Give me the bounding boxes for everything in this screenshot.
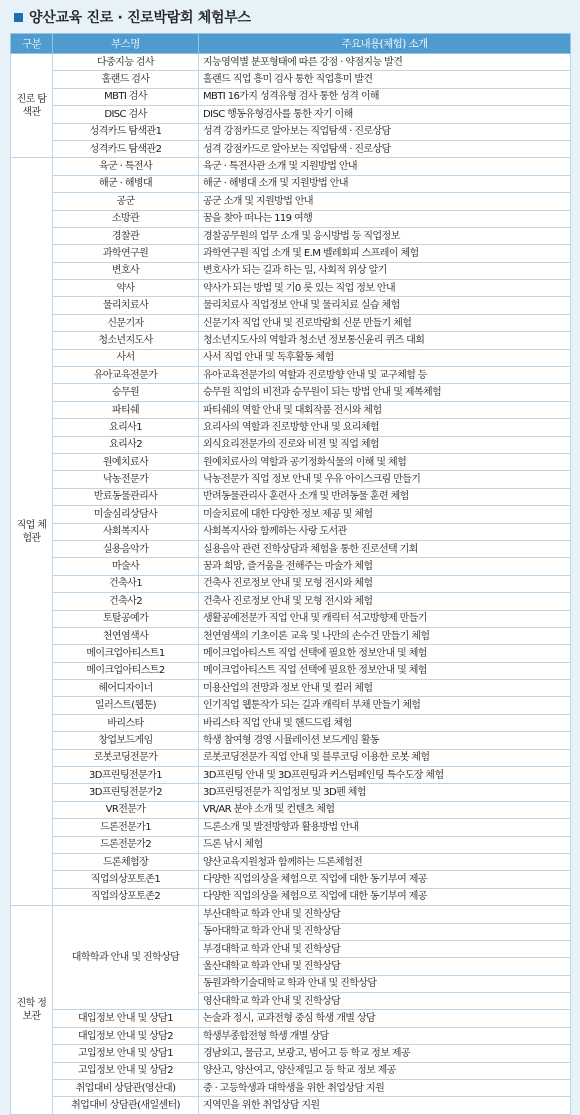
content-cell: 영산대학교 학과 안내 및 진학상담 — [199, 993, 571, 1010]
table-row — [11, 784, 571, 801]
booth-name-cell: 직업의상포토존2 — [53, 888, 199, 905]
booth-name-cell: 일러스트(웹툰) — [53, 697, 199, 714]
booth-name-cell: 유아교육전문가 — [53, 367, 199, 384]
content-cell: 꿈을 찾아 떠나는 119 여행 — [199, 210, 571, 227]
table-row — [11, 853, 571, 870]
content-cell: 양산고, 양산여고, 양산제일고 등 학교 정보 제공 — [199, 1062, 571, 1079]
table-row — [11, 453, 571, 470]
booth-name-cell: 실용음악가 — [53, 540, 199, 557]
table-row — [11, 610, 571, 627]
table-row — [11, 819, 571, 836]
content-cell: 성격 강점카드로 알아보는 직업탐색 · 진로상담 — [199, 140, 571, 157]
table-row — [11, 680, 571, 697]
table-body — [11, 54, 571, 1115]
content-cell: 메이크업아티스트 직업 선택에 필요한 정보안내 및 체험 — [199, 645, 571, 662]
table-row — [11, 54, 571, 71]
content-cell: 약사가 되는 방법 및 기0 롯 있는 직업 정보 안내 — [199, 280, 571, 297]
booth-name-cell: 성격카드 탐색관2 — [53, 140, 199, 157]
category-cell: 직업 체험관 — [11, 158, 53, 906]
content-cell: 원예치료사의 역할과 공기정화식물의 이해 및 체험 — [199, 453, 571, 470]
content-cell: 사회복지사와 함께하는 사랑 도서관 — [199, 523, 571, 540]
table-row — [11, 419, 571, 436]
booth-name-cell: 대입정보 안내 및 상담2 — [53, 1027, 199, 1044]
content-cell: 천연염색의 기초이론 교육 및 나만의 손수건 만들기 체험 — [199, 627, 571, 644]
content-cell: 성격 강점카드로 알아보는 직업탐색 · 진로상담 — [199, 123, 571, 140]
booth-name-cell: 청소년지도사 — [53, 332, 199, 349]
table-row — [11, 540, 571, 557]
booth-name-cell: 고입정보 안내 및 상담2 — [53, 1062, 199, 1079]
content-cell: 부산대학교 학과 안내 및 진학상담 — [199, 906, 571, 923]
booth-name-cell: 경찰관 — [53, 227, 199, 244]
table-row — [11, 801, 571, 818]
booth-name-cell: 취업대비 상담관(새일센터) — [53, 1097, 199, 1114]
content-cell: 메이크업아티스트 직업 선택에 필요한 정보안내 및 체험 — [199, 662, 571, 679]
content-cell: 바리스타 직업 안내 및 핸드드립 체험 — [199, 714, 571, 731]
content-cell: 동아대학교 학과 안내 및 진학상담 — [199, 923, 571, 940]
table-row — [11, 593, 571, 610]
content-cell: 반려동물관리사 훈련사 소개 및 반려동물 훈련 체험 — [199, 488, 571, 505]
content-cell: 3D프린팅전문가 직업정보 및 3D펜 체험 — [199, 784, 571, 801]
content-cell: 미용산업의 전망과 정보 안내 및 컬러 체험 — [199, 680, 571, 697]
table-row — [11, 384, 571, 401]
content-cell: 공군 소개 및 지원방법 안내 — [199, 193, 571, 210]
table-row — [11, 506, 571, 523]
table-row — [11, 888, 571, 905]
content-cell: 변호사가 되는 길과 하는 일, 사회적 위상 알기 — [199, 262, 571, 279]
booth-name-cell: 소방관 — [53, 210, 199, 227]
content-cell: 해군 · 해병대 소개 및 지원방법 안내 — [199, 175, 571, 192]
content-cell: 유아교육전문가의 역할과 진로방향 안내 및 교구체험 등 — [199, 367, 571, 384]
table-row — [11, 871, 571, 888]
booth-name-cell: 신문기자 — [53, 314, 199, 331]
booth-name-cell: 고입정보 안내 및 상담1 — [53, 1045, 199, 1062]
page-title-row — [14, 6, 251, 28]
content-cell: 학생 참여형 경영 시뮬레이션 보드게임 활동 — [199, 732, 571, 749]
table-row — [11, 767, 571, 784]
booth-name-cell: 대학학과 안내 및 진학상담 — [53, 906, 199, 1010]
booth-name-cell: VR전문가 — [53, 801, 199, 818]
table-row — [11, 558, 571, 575]
content-cell: MBTI 16가지 성격유형 검사 통한 성격 이해 — [199, 88, 571, 105]
content-cell: 드론소개 및 발전방향과 활용방법 안내 — [199, 819, 571, 836]
booth-name-cell: 원예치료사 — [53, 453, 199, 470]
booth-name-cell: 사회복지사 — [53, 523, 199, 540]
table-row — [11, 1097, 571, 1114]
booth-name-cell: 드론체험장 — [53, 853, 199, 870]
booth-name-cell: 반료동물관리사 — [53, 488, 199, 505]
content-cell: 낙농전문가 직업 정보 안내 및 우유 아이스크림 만들기 — [199, 471, 571, 488]
content-cell: 과학연구원 직업 소개 및 E.M 벨레회피 스프레이 체험 — [199, 245, 571, 262]
content-cell: 외식요리전문가의 진로와 비젼 및 직업 체험 — [199, 436, 571, 453]
table-row — [11, 714, 571, 731]
content-cell: 신문기자 직업 안내 및 진로박람회 신문 만들기 체험 — [199, 314, 571, 331]
page-title: 양산교육 진로 · 진로박람회 체험부스 — [29, 10, 251, 26]
content-cell: 육군 · 특전사관 소개 및 지원방법 안내 — [199, 158, 571, 175]
booth-name-cell: 메이크업아티스트1 — [53, 645, 199, 662]
content-cell: 사서 직업 안내 및 독후활동 체험 — [199, 349, 571, 366]
table-row — [11, 1045, 571, 1062]
content-cell: 요리사의 역할과 진로방향 안내 및 요리체험 — [199, 419, 571, 436]
table-row — [11, 262, 571, 279]
table-row — [11, 210, 571, 227]
booth-name-cell: 요리사2 — [53, 436, 199, 453]
booth-name-cell: DISC 검사 — [53, 106, 199, 123]
content-cell: 파티쉐의 역할 안내 및 대회작품 전시와 체험 — [199, 401, 571, 418]
table-row — [11, 367, 571, 384]
booth-name-cell: 메이크업아티스트2 — [53, 662, 199, 679]
booth-name-cell: 다중지능 검사 — [53, 54, 199, 71]
booth-name-cell: 로봇코딩전문가 — [53, 749, 199, 766]
content-cell: 다양한 직업의상을 체험으로 직업에 대한 동기부여 제공 — [199, 888, 571, 905]
booth-name-cell: 공군 — [53, 193, 199, 210]
square-bullet-icon — [14, 13, 23, 22]
content-cell: 부경대학교 학과 안내 및 진학상담 — [199, 940, 571, 957]
booth-name-cell: 약사 — [53, 280, 199, 297]
content-cell: 생활공예전문가 직업 안내 및 캐릭터 석고방향제 만들기 — [199, 610, 571, 627]
table-row — [11, 297, 571, 314]
table-row — [11, 488, 571, 505]
booth-name-cell: 취업대비 상담관(영산대) — [53, 1080, 199, 1097]
content-cell: 양산교육지원청과 함께하는 드론체험전 — [199, 853, 571, 870]
header-category: 구분 — [11, 34, 53, 54]
content-cell: 지역민을 위한 취업상담 지원 — [199, 1097, 571, 1114]
table-row — [11, 627, 571, 644]
content-cell: 드론 낚시 체험 — [199, 836, 571, 853]
table-row — [11, 71, 571, 88]
table-row — [11, 245, 571, 262]
content-cell: 다양한 직업의상을 체험으로 직업에 대한 동기부여 제공 — [199, 871, 571, 888]
content-cell: 로봇코딩전문가 직업 안내 및 블루코딩 이용한 로봇 체험 — [199, 749, 571, 766]
table-row — [11, 280, 571, 297]
booth-name-cell: 사서 — [53, 349, 199, 366]
category-cell: 진로 탐색관 — [11, 54, 53, 158]
booth-name-cell: 변호사 — [53, 262, 199, 279]
content-cell: 3D프린팅 안내 및 3D프린팅과 커스텀페인팅 특수도장 체험 — [199, 767, 571, 784]
booth-name-cell: 3D프린팅전문가1 — [53, 767, 199, 784]
table-row — [11, 175, 571, 192]
table-row — [11, 1080, 571, 1097]
booth-name-cell: 헤어디자이너 — [53, 680, 199, 697]
table-row — [11, 349, 571, 366]
content-cell: 실용음악 관련 진학상담과 체험을 통한 진로선택 기회 — [199, 540, 571, 557]
table-row — [11, 436, 571, 453]
booth-name-cell: 과학연구원 — [53, 245, 199, 262]
content-cell: 경찰공무원의 업무 소개 및 응시방법 등 직업정보 — [199, 227, 571, 244]
booth-name-cell: 승무원 — [53, 384, 199, 401]
table-row — [11, 106, 571, 123]
content-cell: DISC 행동유형검사를 통한 자기 이해 — [199, 106, 571, 123]
content-cell: 동원과학기술대학교 학과 안내 및 진학상담 — [199, 975, 571, 992]
table-row — [11, 1062, 571, 1079]
booth-name-cell: 파티쉐 — [53, 401, 199, 418]
content-cell: 미술치료에 대한 다양한 정보 제공 및 체험 — [199, 506, 571, 523]
content-cell: 청소년지도사의 역할과 청소년 정보통신윤리 퀴즈 대회 — [199, 332, 571, 349]
header-content: 주요내용(체험) 소개 — [199, 34, 571, 54]
booth-name-cell: 마술사 — [53, 558, 199, 575]
table-row — [11, 836, 571, 853]
booth-name-cell: MBTI 검사 — [53, 88, 199, 105]
content-cell: 지능영역별 분포형태에 따른 강점 · 약점지능 발견 — [199, 54, 571, 71]
booth-name-cell: 3D프린팅전문가2 — [53, 784, 199, 801]
booth-name-cell: 성격카드 탐색관1 — [53, 123, 199, 140]
table-row — [11, 158, 571, 175]
content-cell: 물리치료사 직업정보 안내 및 물리치료 실습 체험 — [199, 297, 571, 314]
booth-name-cell: 건축사1 — [53, 575, 199, 592]
category-cell: 진학 정보관 — [11, 906, 53, 1115]
booth-name-cell: 육군 · 특전사 — [53, 158, 199, 175]
table-row — [11, 401, 571, 418]
table-row — [11, 88, 571, 105]
table-row — [11, 332, 571, 349]
table-row — [11, 193, 571, 210]
table-row — [11, 732, 571, 749]
booth-name-cell: 건축사2 — [53, 593, 199, 610]
table-row — [11, 471, 571, 488]
booth-name-cell: 미술심리상담사 — [53, 506, 199, 523]
table-row — [11, 645, 571, 662]
table-row — [11, 1010, 571, 1027]
booth-name-cell: 바리스타 — [53, 714, 199, 731]
table-row — [11, 697, 571, 714]
header-booth: 부스명 — [53, 34, 199, 54]
booth-name-cell: 드론전문가2 — [53, 836, 199, 853]
content-cell: 논술과 정시, 교과전형 중심 학생 개별 상담 — [199, 1010, 571, 1027]
content-cell: 경남외고, 물금고, 보광고, 범어고 등 학교 정보 제공 — [199, 1045, 571, 1062]
booth-name-cell: 창업보드게임 — [53, 732, 199, 749]
content-cell: 홀랜드 직업 흥미 검사 통한 직업흥미 발견 — [199, 71, 571, 88]
table-row — [11, 906, 571, 923]
booth-name-cell: 토탈공예가 — [53, 610, 199, 627]
content-cell: 울산대학교 학과 안내 및 진학상담 — [199, 958, 571, 975]
table-row — [11, 749, 571, 766]
booth-name-cell: 물리치료사 — [53, 297, 199, 314]
content-cell: 건축사 진로정보 안내 및 모형 전시와 체험 — [199, 593, 571, 610]
booth-table — [10, 33, 571, 1115]
table-row — [11, 575, 571, 592]
content-cell: 꿈과 희망, 즐거움을 전해주는 마술가 체험 — [199, 558, 571, 575]
table-row — [11, 227, 571, 244]
booth-name-cell: 대입정보 안내 및 상담1 — [53, 1010, 199, 1027]
booth-name-cell: 낙농전문가 — [53, 471, 199, 488]
table-row — [11, 123, 571, 140]
booth-name-cell: 천연염색사 — [53, 627, 199, 644]
content-cell: 인기직업 웹툰작가 되는 길과 캐릭터 부채 만들기 체험 — [199, 697, 571, 714]
table-header-row — [11, 34, 571, 54]
table-row — [11, 523, 571, 540]
table-row — [11, 314, 571, 331]
table-row — [11, 1027, 571, 1044]
content-cell: 승무원 직업의 비전과 승무원이 되는 방법 안내 및 제복체험 — [199, 384, 571, 401]
table-row — [11, 140, 571, 157]
content-cell: 중 · 고등학생과 대학생을 위한 취업상담 지원 — [199, 1080, 571, 1097]
booth-name-cell: 요리사1 — [53, 419, 199, 436]
content-cell: VR/AR 분야 소개 및 컨텐츠 체험 — [199, 801, 571, 818]
booth-name-cell: 홀랜드 검사 — [53, 71, 199, 88]
content-cell: 학생부종합전형 학생 개별 상담 — [199, 1027, 571, 1044]
booth-name-cell: 드론전문가1 — [53, 819, 199, 836]
table-row — [11, 662, 571, 679]
content-cell: 건축사 진로정보 안내 및 모형 전시와 체험 — [199, 575, 571, 592]
booth-name-cell: 직업의상포토존1 — [53, 871, 199, 888]
booth-name-cell: 해군 · 해병대 — [53, 175, 199, 192]
